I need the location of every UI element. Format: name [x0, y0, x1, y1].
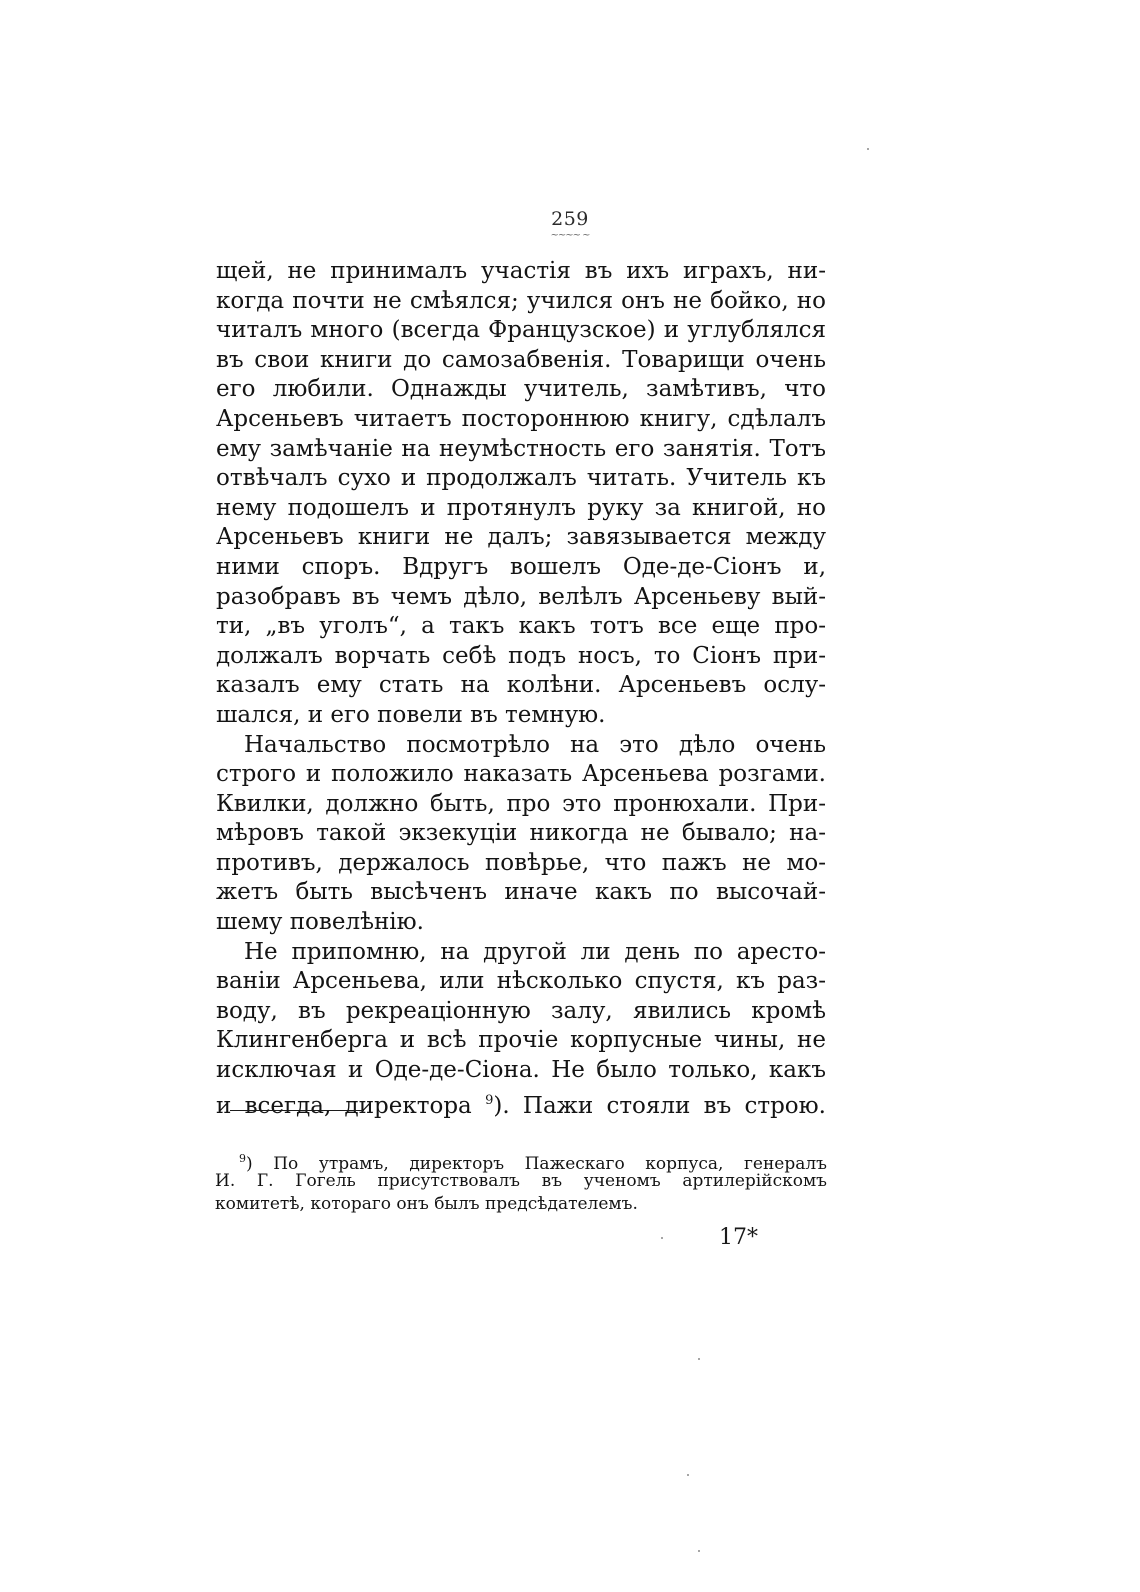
scan-speck: [867, 148, 869, 150]
footnote-line: комитетѣ, котораго онъ былъ предсѣдателемъ.: [215, 1194, 638, 1214]
text-line: разобравъ въ чемъ дѣло, велѣлъ Арсеньеву вый-: [216, 583, 826, 610]
scan-speck: [661, 1237, 663, 1239]
text-line: ними споръ. Вдругъ вошелъ Оде-де-Сіонъ и,: [216, 553, 826, 580]
text-line: ти, „въ уголъ“, а такъ какъ тотъ все еще про-: [216, 613, 826, 640]
text-line: должалъ ворчать себѣ подъ носъ, то Сіонъ при-: [216, 642, 826, 669]
text-line: его любили. Однажды учитель, замѣтивъ, что: [216, 376, 826, 403]
footnote-line: [215, 1147, 827, 1174]
text-line: Не припомню, на другой ли день по аресто-: [244, 938, 826, 965]
scan-speck: [698, 1358, 700, 1360]
text-line: исключая и Оде-де-Сіона. Не было только, какъ: [216, 1057, 826, 1084]
text-line: читалъ много (всегда Французское) и углублялся: [216, 317, 826, 344]
text-line: нему подошелъ и протянулъ руку за книгой, но: [216, 494, 826, 521]
text-line: мѣровъ такой экзекуціи никогда не бывало; на-: [216, 820, 826, 847]
text-line: когда почти не смѣялся; учился онъ не бойко, но: [216, 287, 826, 314]
text-line: Начальство посмотрѣло на это дѣло очень: [244, 731, 826, 758]
signature-mark: 17*: [719, 1225, 758, 1250]
text-line: Клингенберга и всѣ прочіе корпусные чины, не: [216, 1027, 826, 1054]
footnote-reference: 9: [485, 1092, 494, 1108]
text-line: щей, не принималъ участія въ ихъ играхъ, ни-: [216, 258, 826, 284]
text-fragment: и всегда, директора: [216, 1092, 472, 1119]
text-line: Арсеньевъ книги не далъ; завязывается между: [216, 524, 826, 551]
text-line: отвѣчалъ сухо и продолжалъ читать. Учитель къ: [216, 465, 826, 492]
footnote-text: ) По утрамъ, директоръ Пажескаго корпуса, генералъ: [246, 1154, 827, 1174]
scan-speck: [687, 1474, 689, 1476]
body-text: [216, 257, 826, 1119]
text-line: шему повелѣнію.: [216, 909, 424, 936]
text-line: въ свои книги до самозабвенія. Товарищи очень: [216, 346, 826, 373]
text-line: казалъ ему стать на колѣни. Арсеньевъ ослу-: [216, 672, 826, 699]
text-line: ему замѣчаніе на неумѣстность его занятія. Тотъ: [216, 435, 826, 462]
text-line: ваніи Арсеньева, или нѣсколько спустя, къ раз-: [216, 968, 826, 995]
text-line: противъ, держалось повѣрье, что пажъ не мо-: [216, 849, 826, 876]
text-line: Арсеньевъ читаетъ постороннюю книгу, сдѣлалъ: [216, 405, 826, 432]
footnote-rule: [230, 1110, 364, 1111]
text-line: Квилки, должно быть, про это пронюхали. При-: [216, 790, 826, 817]
page-number: 259: [551, 208, 589, 230]
page-number-ornament: ~~~~ ~: [550, 230, 590, 241]
footnote-marker: 9: [239, 1152, 246, 1165]
text-fragment: ). Пажи стояли въ строю.: [493, 1092, 826, 1119]
text-line: шался, и его повели въ темную.: [216, 701, 606, 728]
text-line: воду, въ рекреаціонную залу, явились кромѣ: [216, 997, 826, 1024]
scan-speck: [698, 1550, 700, 1552]
footnote: [215, 1147, 827, 1216]
text-line: жетъ быть высѣченъ иначе какъ по высочай-: [216, 879, 826, 906]
footnote-line: И. Г. Гогель присутствовалъ въ ученомъ артилерійскомъ: [215, 1171, 827, 1191]
text-line: строго и положило наказать Арсеньева розгами.: [216, 761, 826, 788]
